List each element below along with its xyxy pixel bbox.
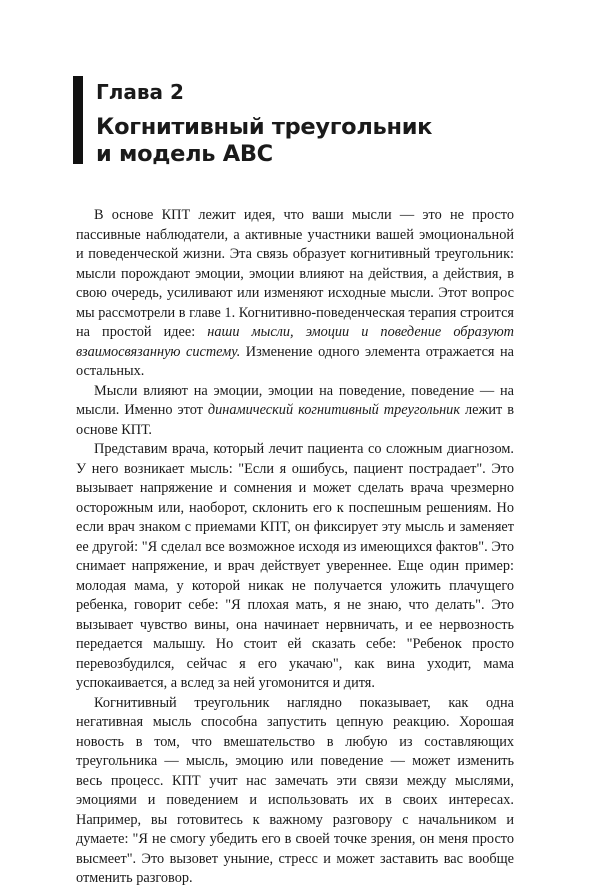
emphasis-text: наши мысли, эмоции и поведение образуют взаимосвязанную систему. <box>76 324 514 360</box>
paragraph-text: лежит в основе КПТ. <box>76 402 515 438</box>
paragraph-text: Мысли влияют на эмоции, эмоции на поведение, поведение — на мысли. Именно этот <box>76 382 514 418</box>
chapter-marker-bar <box>73 76 83 164</box>
paragraph-text: Изменение одного элемента отражается на остальных. <box>76 343 514 379</box>
emphasis-text: динамический когнитивный треугольник <box>207 402 461 418</box>
paragraph-text: Представим врача, который лечит пациента со сложным диагнозом. У него возникает мысль: "Если я ошибусь, пациент пострадает". Это вызывает напряжение и сомнения и может сделать врача чрезмерно осторожным или, наоборот, склонить его к поспешным решениям. Но если врач знаком с приемами КПТ, он фиксирует эту мысль и заменяет ее другой: "Я сделал все возможное исходя из имеющихся фактов". Это снимает напряжение, и врач действует увереннее. Еще один пример: молодая мама, у которой никак не получается уложить плачущего ребенка, говорит себе: "Я плохая мать, я не знаю, что делать". Это вызывает чувство вины, она начинает нервничать, и ее нервозность передается малышу. Но стоит ей сказать себе: "Ребенок просто перевозбудился, сейчас я его укачаю", как вина уходит, мама успокаивается, а вслед за ней угомонится и дитя. <box>76 441 514 691</box>
paragraph-text: В основе КПТ лежит идея, что ваши мысли — это не просто пассивные наблюдатели, а активные участники вашей эмоциональной и поведенческой жизни. Эта связь образует когнитивный треугольник: мысли порождают эмоции, эмоции влияют на действия, а действия, в свою очередь, усиливают или изменяют исходные мысли. Этот вопрос мы рассмотрели в главе 1. Когнитивно-поведенческая терапия строится на простой идее: <box>76 207 514 340</box>
paragraph-2 <box>76 382 514 441</box>
chapter-title <box>96 114 432 168</box>
paragraph-3 <box>76 440 514 694</box>
chapter-title-line-1: Когнитивный треугольник <box>96 114 433 140</box>
body-text <box>76 206 514 889</box>
chapter-label: Глава 2 <box>96 80 184 104</box>
paragraph-1 <box>76 206 514 382</box>
paragraph-text: Когнитивный треугольник наглядно показывает, как одна негативная мысль способна запустить цепную реакцию. Хорошая новость в том, что вмешательство в любую из составляющих треугольника — мысль, эмоцию или поведение — может изменить весь процесс. КПТ учит нас замечать эти связи между мыслями, эмоциями и поведением и использовать их в своих интересах. Например, вы готовитесь к важному разговору с начальником и думаете: "Я не смогу убедить его в своей точке зрения, он меня просто высмеет". Это вызовет уныние, стресс и может заставить вас вообще отменить разговор. <box>76 694 514 886</box>
chapter-title-line-2: и модель АВС <box>96 141 273 167</box>
paragraph-4 <box>76 694 514 889</box>
